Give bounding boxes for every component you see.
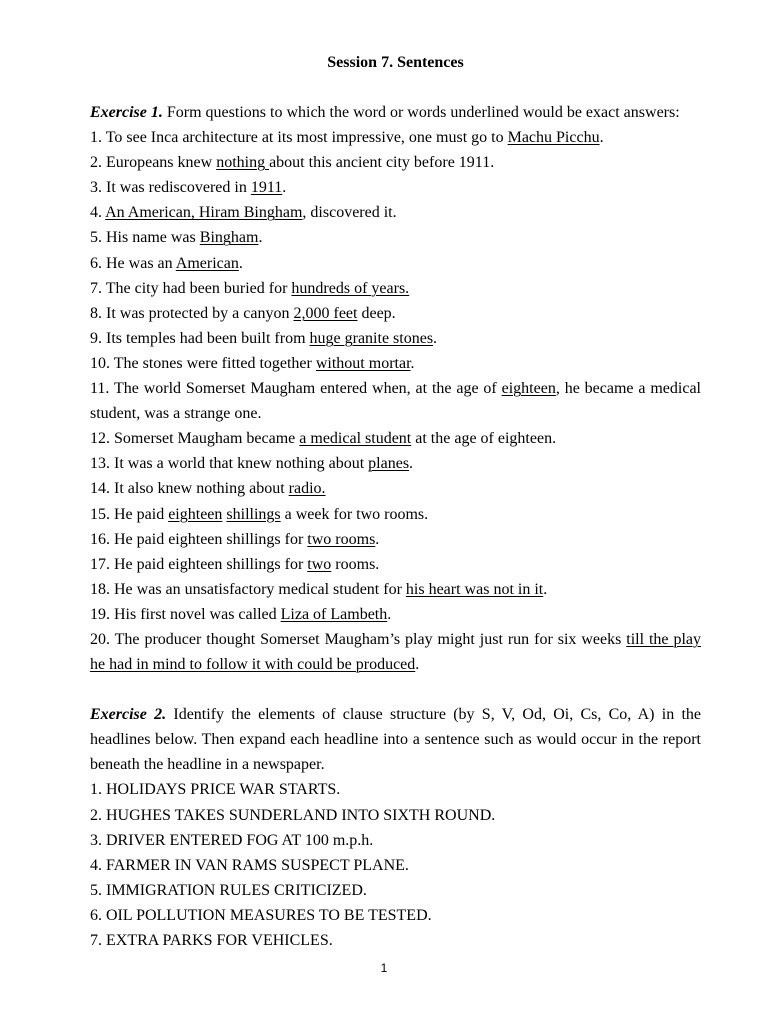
exercise-1-item	[90, 301, 701, 326]
sentence-text: .	[415, 656, 420, 674]
underlined-answer: Liza of Lambeth	[280, 605, 388, 623]
exercise-1-item	[90, 351, 701, 376]
sentence-text: .	[599, 129, 604, 147]
sentence-text: 19. His first novel was called	[90, 605, 281, 623]
exercise-1-item	[90, 627, 701, 677]
document-page	[90, 50, 701, 953]
underlined-answer: two rooms	[307, 530, 376, 548]
exercise-2-headline: 5. IMMIGRATION RULES CRITICIZED.	[90, 881, 367, 899]
page-title: Session 7. Sentences	[327, 54, 464, 71]
sentence-text: 17. He paid eighteen shillings for	[90, 555, 308, 573]
exercise-1-item	[90, 577, 701, 602]
sentence-text: 15. He paid	[90, 505, 169, 523]
underlined-answer: planes	[368, 455, 410, 473]
underlined-answer: eighteen	[168, 505, 223, 523]
sentence-text: .	[433, 329, 438, 347]
underlined-answer: 1911	[250, 179, 283, 197]
sentence-text: 9. Its temples had been built from	[90, 329, 310, 347]
sentence-text: 20. The producer thought Somerset Maugham’s play might just run for six weeks	[90, 630, 627, 648]
exercise-2-headline: 1. HOLIDAYS PRICE WAR STARTS.	[90, 781, 341, 799]
underlined-answer: without mortar	[315, 354, 411, 372]
exercise-2-headline: 3. DRIVER ENTERED FOG AT 100 m.p.h.	[90, 831, 374, 849]
exercise-1-item	[90, 426, 701, 451]
sentence-text: .	[375, 530, 380, 548]
exercise-1-item	[90, 476, 701, 501]
sentence-text: 6. He was an	[90, 254, 176, 272]
exercise-1-label: Exercise 1.	[90, 104, 163, 121]
underlined-answer: huge granite stones	[309, 329, 434, 347]
exercise-1-item	[90, 200, 701, 225]
underlined-answer: Bingham	[199, 229, 259, 247]
sentence-text: 7. The city had been buried for	[90, 279, 292, 297]
underlined-answer: 2,000 feet	[293, 304, 358, 322]
underlined-answer: a medical student	[299, 430, 412, 448]
sentence-text: 14. It also knew nothing about	[90, 480, 289, 498]
exercise-1-list	[90, 125, 701, 677]
exercise-2-instruction	[90, 702, 701, 777]
exercise-1-item	[90, 602, 701, 627]
sentence-text: .	[282, 179, 287, 197]
exercise-1-item	[90, 150, 701, 175]
sentence-text: 10. The stones were fitted together	[90, 354, 316, 372]
exercise-1-item	[90, 175, 701, 200]
sentence-text: 2. Europeans knew	[90, 154, 217, 172]
sentence-text: 1. To see Inca architecture at its most impressive, one must go to	[90, 129, 508, 147]
underlined-answer: shillings	[226, 505, 281, 523]
exercise-1-item	[90, 225, 701, 250]
exercise-2-headline: 6. OIL POLLUTION MEASURES TO BE TESTED.	[90, 906, 432, 924]
sentence-text: .	[410, 354, 415, 372]
sentence-text: at the age of eighteen.	[411, 430, 557, 448]
sentence-text: .	[258, 229, 263, 247]
underlined-answer: two	[307, 555, 332, 573]
sentence-text: 11. The world Somerset Maugham entered when, at the age of	[90, 380, 502, 398]
exercise-1-item	[90, 276, 701, 301]
sentence-text: 13. It was a world that knew nothing about	[90, 455, 369, 473]
underlined-answer: Machu Picchu	[507, 129, 600, 147]
exercise-1-item	[90, 451, 701, 476]
exercise-2-headline: 7. EXTRA PARKS FOR VEHICLES.	[90, 932, 333, 949]
underlined-answer: radio.	[288, 480, 326, 498]
sentence-text: .	[238, 254, 243, 272]
exercise-2-instruction-text: Identify the elements of clause structure (by S, V, Od, Oi, Cs, Co, A) in the headlines below. Then expand each headline into a sentence such as would occur in the report beneath the headline in a newspaper.	[90, 706, 702, 774]
sentence-text: a week for two rooms.	[280, 505, 429, 523]
exercise-1-item	[90, 527, 701, 552]
exercise-1-instruction	[90, 100, 701, 125]
sentence-text: deep.	[357, 304, 396, 322]
sentence-text: 3. It was rediscovered in	[90, 179, 251, 197]
sentence-text: 4.	[90, 204, 106, 222]
sentence-text: , discovered it.	[302, 204, 397, 222]
underlined-answer: till the play he had in mind to follow it with could be produced	[90, 630, 701, 674]
exercise-1-item	[90, 502, 701, 527]
exercise-1-instruction-text: Form questions to which the word or words underlined would be exact answers:	[162, 104, 680, 121]
sentence-text: 8. It was protected by a canyon	[90, 304, 294, 322]
underlined-answer: hundreds of years.	[291, 279, 410, 297]
exercise-1-item	[90, 251, 701, 276]
sentence-text: about this ancient city before 1911.	[269, 154, 495, 172]
sentence-text: .	[409, 455, 414, 473]
sentence-text: .	[543, 580, 548, 598]
sentence-text: .	[387, 605, 392, 623]
sentence-text: 12. Somerset Maugham became	[90, 430, 300, 448]
underlined-answer: American	[175, 254, 239, 272]
page-number: 1	[380, 961, 388, 975]
underlined-answer: eighteen	[501, 380, 556, 398]
sentence-text: 18. He was an unsatisfactory medical student for	[90, 580, 406, 598]
sentence-text: 16. He paid eighteen shillings for	[90, 530, 308, 548]
exercise-1-item	[90, 376, 701, 426]
exercise-1-item	[90, 125, 701, 150]
underlined-answer: An American, Hiram Bingham	[105, 204, 303, 222]
exercise-1-item	[90, 552, 701, 577]
exercise-2-headline: 4. FARMER IN VAN RAMS SUSPECT PLANE.	[90, 856, 409, 874]
exercise-2-label: Exercise 2.	[90, 706, 167, 724]
exercise-1-item	[90, 326, 701, 351]
sentence-text: 5. His name was	[90, 229, 200, 247]
exercise-2-list	[90, 777, 701, 953]
sentence-text: , he became a medical student, was a strange one.	[90, 380, 701, 423]
sentence-text: rooms.	[331, 555, 380, 573]
underlined-answer: nothing	[216, 154, 270, 172]
exercise-2-headline: 2. HUGHES TAKES SUNDERLAND INTO SIXTH ROUND.	[90, 806, 496, 824]
underlined-answer: his heart was not in it	[405, 580, 544, 598]
